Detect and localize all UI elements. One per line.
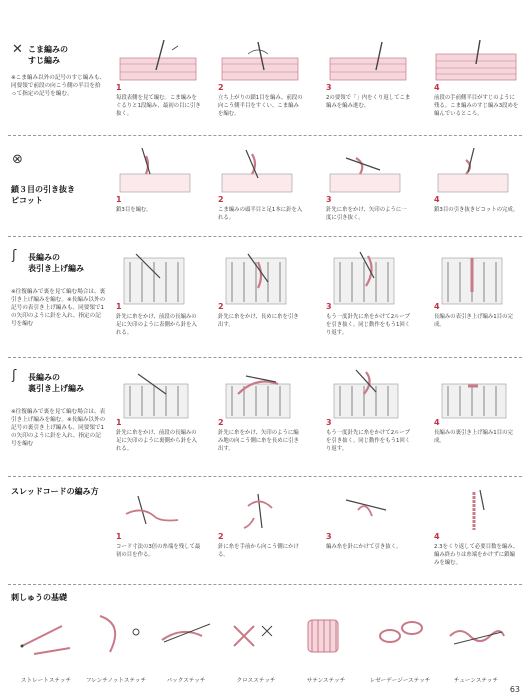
knit-diagram-icon: [434, 248, 520, 308]
knit-diagram-icon: [218, 248, 304, 308]
back-post-symbol-icon: ʃ: [12, 368, 17, 383]
section-divider: [8, 357, 522, 358]
section-thread-cord: スレッドコードの編み方 1 コード寸法の3倍の糸端を残して最初の目を作る。 2 針に糸を手前から向こう側にかける。 3 編み糸を針にかけて引き抜く。 4 2.3をくり返して必要目数を編み、編み終わりは糸端をかけずに鎖編みを編む。: [11, 487, 519, 566]
knit-diagram-icon: [434, 490, 520, 534]
knit-diagram-icon: [434, 40, 520, 85]
stitch-french-knot: フレンチノットステッチ: [84, 606, 148, 666]
section-title: 刺しゅうの基礎: [11, 593, 67, 602]
knit-diagram-icon: [326, 248, 412, 308]
lazy-daisy-icon: [368, 606, 432, 666]
knit-diagram-icon: [116, 248, 202, 308]
knit-diagram-icon: [116, 40, 202, 85]
section-note: ※こま編み以外の記号のすじ編みも、同要領で前段の向こう側の半目を拾って指定の記号を編む。: [11, 75, 106, 97]
stitch-lazy-daisy: レゼーデージーステッチ: [368, 606, 432, 666]
section-front-post-dc: ʃ 長編みの 表引き上げ編み ※往復編みで裏を見て編む場合は、裏引き上げ編みを編む。※長編み以外の記号の表引き上げ編みも、同要領で1の矢印のように針を入れ、指定の記号を編む 1 針先に糸をかけ、前段の長編みの足に矢印のように表側から針を入れる。 2 針先に糸をかけ、長めに糸を引き出す。 3 もう一度針先に糸をかけて2ループを引き抜く。同じ動作をもう1回くり返す。 4 長編みの表引き上げ編み1目の完成。: [8, 246, 522, 356]
page-number: 63: [509, 685, 520, 694]
knit-diagram-icon: [434, 148, 520, 196]
knit-diagram-icon: [218, 368, 304, 423]
section-title: 長編みの 表引き上げ編み: [28, 253, 84, 273]
section-title: 長編みの 裏引き上げ編み: [28, 373, 84, 393]
knit-diagram-icon: [326, 368, 412, 423]
back-stitch-icon: [154, 606, 218, 666]
knit-diagram-icon: [434, 368, 520, 423]
section-divider: [8, 584, 522, 585]
stitch-straight: ストレートステッチ: [14, 606, 78, 666]
section-single-crochet-back-loop: ✕ こま編みの すじ編み ※こま編み以外の記号のすじ編みも、同要領で前段の向こう側の半目を拾って指定の記号を編む。 1 毎段表側を見て編む。こま編みをぐるりと1段編み、最初の目に引き抜く。 2 立ち上がりの鎖1目を編み、前段の向こう側半目をすくい、こま編みを編む。 3 2の要領で「」内をくり返してこま編みを編み進む。 4 前段の手前側半目がすじのように残る。こま編みのすじ編み3段めを編んでいるところ。: [11, 42, 519, 117]
section-title: 鎖３目の引き抜き ピコット: [11, 185, 75, 205]
section-divider: [8, 476, 522, 477]
section-back-post-dc: ʃ 長編みの 裏引き上げ編み ※往復編みで裏を見て編む場合は、表引き上げ編みを編む。※長編み以外の記号の裏引き上げ編みも、同要領で1の矢印のように針を入れ、指定の記号を編む 1 針先に糸をかけ、前段の長編みの足に矢印のように裏側から針を入れる。 2 針先に糸をかけ、矢印のように編み地の向こう側に糸を長めに引き出す。 3 もう一度針先に糸をかけて2ループを引き抜く。同じ動作をもう1回くり返す。 4 長編みの裏引き上げ編み1目の完成。: [8, 366, 522, 476]
knit-diagram-icon: [326, 40, 412, 85]
knit-diagram-icon: [326, 148, 412, 196]
knit-diagram-icon: [326, 490, 412, 534]
knit-diagram-icon: [218, 148, 304, 196]
stitch-chain: チェーンステッチ: [444, 606, 508, 666]
section-embroidery: [8, 592, 522, 692]
straight-stitch-icon: [14, 606, 78, 666]
knit-diagram-icon: [218, 490, 304, 534]
section-note: ※往復編みで裏を見て編む場合は、表引き上げ編みを編む。※長編み以外の記号の裏引き上げ編みも、同要領で1の矢印のように針を入れ、指定の記号を編む: [11, 409, 106, 447]
satin-stitch-icon: [294, 606, 358, 666]
section-title: こま編みの すじ編み: [28, 45, 68, 65]
chain-stitch-icon: [444, 606, 508, 666]
section-title: スレッドコードの編み方: [11, 487, 99, 496]
knit-diagram-icon: [116, 368, 202, 423]
section-divider: [8, 135, 522, 136]
picot-symbol-icon: ⊗: [12, 152, 23, 167]
stitch-back: バックステッチ: [154, 606, 218, 666]
french-knot-icon: [84, 606, 148, 666]
knit-diagram-icon: [116, 148, 202, 196]
stitch-satin: サテンステッチ: [294, 606, 358, 666]
stitch-cross: クロスステッチ: [224, 606, 288, 666]
section-note: ※往復編みで裏を見て編む場合は、裏引き上げ編みを編む。※長編み以外の記号の表引き上げ編みも、同要領で1の矢印のように針を入れ、指定の記号を編む: [11, 289, 106, 327]
stitch-symbol-icon: ✕: [12, 42, 23, 57]
knit-diagram-icon: [218, 40, 304, 85]
cross-stitch-icon: [224, 606, 288, 666]
front-post-symbol-icon: ʃ: [12, 248, 17, 263]
section-picot: ⊗ 鎖３目の引き抜き ピコット 1 鎖3目を編む。 2 こま編みの頭半目と足1本に針を入れる。 3 針先に糸をかけ、矢印のように一度に引き抜く。 4 鎖3目の引き抜きピコットの完成。: [8, 148, 522, 238]
knit-diagram-icon: [116, 490, 202, 534]
section-divider: [8, 236, 522, 237]
